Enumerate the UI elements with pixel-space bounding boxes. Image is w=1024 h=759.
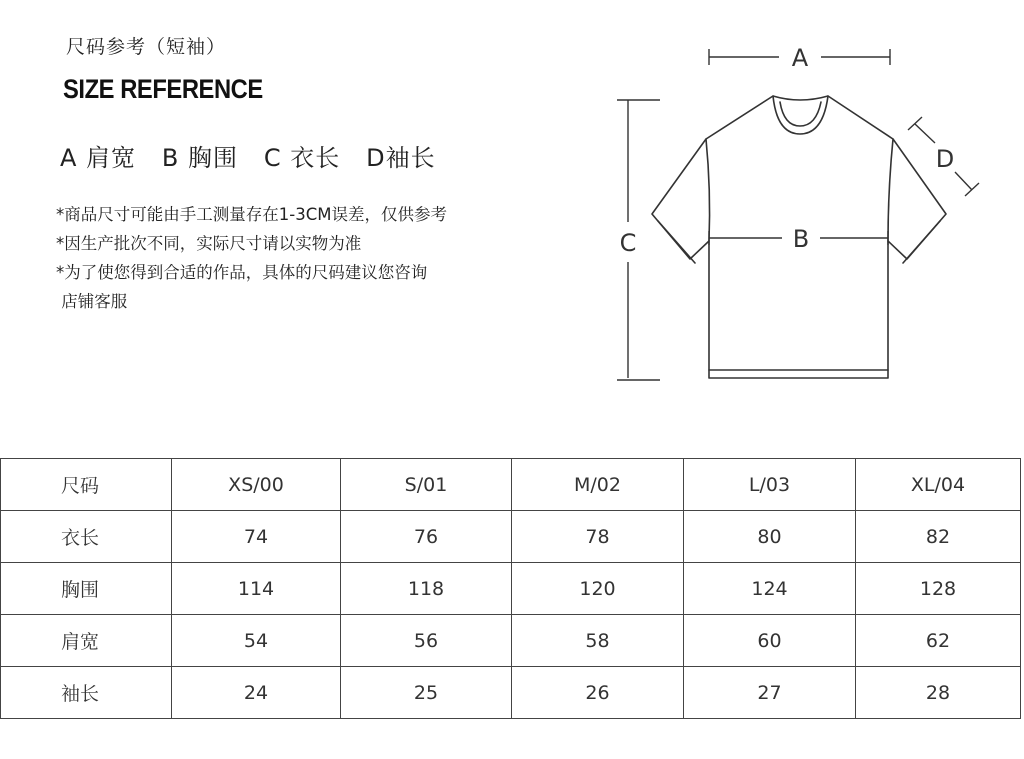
note-line: *商品尺寸可能由手工测量存在1-3CM误差，仅供参考 xyxy=(56,205,447,224)
table-cell: 114 xyxy=(172,563,341,615)
table-cell: 78 xyxy=(512,511,684,563)
table-cell: 54 xyxy=(172,615,341,667)
notes-block xyxy=(56,200,447,316)
table-cell: 肩宽 xyxy=(1,615,172,667)
table-cell: M/02 xyxy=(512,459,684,511)
page-title-en: SIZE REFERENCE xyxy=(63,74,263,104)
collar xyxy=(773,96,828,134)
table-cell: XL/04 xyxy=(856,459,1021,511)
table-cell: 27 xyxy=(684,667,856,719)
note-line: *为了使您得到合适的作品，具体的尺码建议您咨询 xyxy=(56,263,428,282)
table-cell: 28 xyxy=(856,667,1021,719)
table-cell: 胸围 xyxy=(1,563,172,615)
table-row xyxy=(1,511,1021,563)
table-cell: 24 xyxy=(172,667,341,719)
table-cell: 118 xyxy=(341,563,512,615)
label-a: A xyxy=(791,44,809,72)
table-cell: 124 xyxy=(684,563,856,615)
table-row xyxy=(1,667,1021,719)
table-cell: 25 xyxy=(341,667,512,719)
table-cell: 尺码 xyxy=(1,459,172,511)
table-row xyxy=(1,563,1021,615)
table-row xyxy=(1,615,1021,667)
table-cell: XS/00 xyxy=(172,459,341,511)
dimension-d-line xyxy=(915,124,935,143)
table-cell: 60 xyxy=(684,615,856,667)
note-line: 店铺客服 xyxy=(56,292,128,311)
table-cell: 62 xyxy=(856,615,1021,667)
label-c: C xyxy=(619,229,637,257)
table-cell: S/01 xyxy=(341,459,512,511)
table-cell: 56 xyxy=(341,615,512,667)
table-cell: 128 xyxy=(856,563,1021,615)
size-table xyxy=(0,458,1021,719)
table-cell: 82 xyxy=(856,511,1021,563)
table-cell: 26 xyxy=(512,667,684,719)
table-cell: 120 xyxy=(512,563,684,615)
table-cell: L/03 xyxy=(684,459,856,511)
label-b: B xyxy=(792,225,810,253)
measurement-legend: A 肩宽 B 胸围 C 衣长 D袖长 xyxy=(60,144,436,172)
table-cell: 74 xyxy=(172,511,341,563)
table-cell: 76 xyxy=(341,511,512,563)
tshirt-diagram xyxy=(600,30,1000,400)
table-header-row xyxy=(1,459,1021,511)
page-title-cn: 尺码参考（短袖） xyxy=(66,36,227,58)
note-line: *因生产批次不同，实际尺寸请以实物为准 xyxy=(56,234,362,253)
label-d: D xyxy=(935,145,955,173)
table-cell: 衣长 xyxy=(1,511,172,563)
table-cell: 袖长 xyxy=(1,667,172,719)
table-cell: 80 xyxy=(684,511,856,563)
table-cell: 58 xyxy=(512,615,684,667)
